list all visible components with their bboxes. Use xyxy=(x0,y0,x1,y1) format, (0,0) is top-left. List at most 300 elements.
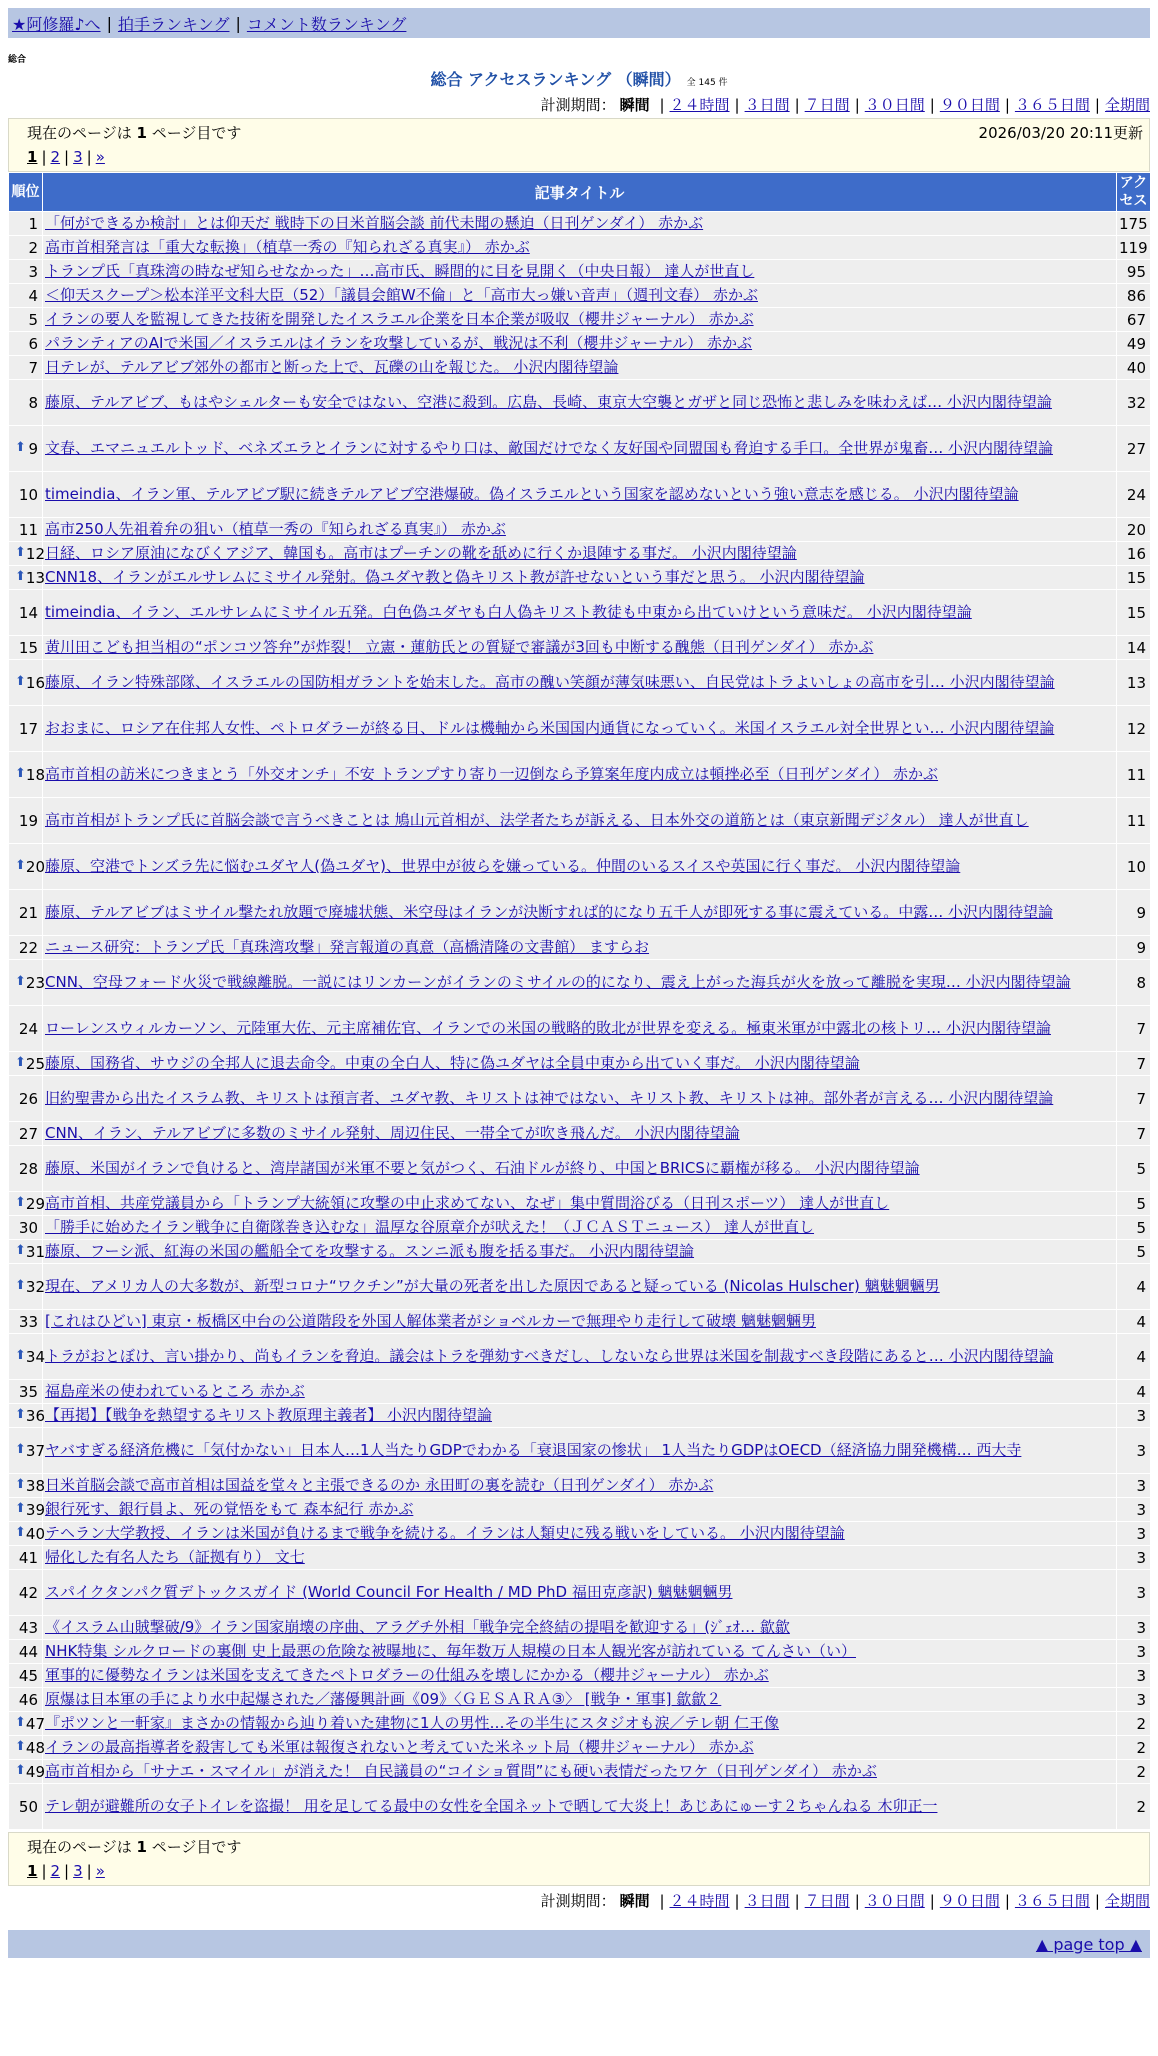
rank-cell xyxy=(9,1428,43,1474)
article-link[interactable]: 日テレが、テルアビブ郊外の都市と断った上で、瓦礫の山を報じた。 小沢内閣待望論 xyxy=(45,358,619,376)
access-count: 3 xyxy=(1117,1498,1151,1522)
total-count: 全 145 件 xyxy=(686,78,728,88)
rank-number: 34 xyxy=(25,1347,45,1366)
article-link[interactable]: 福島産米の使われているところ 赤かぶ xyxy=(45,1382,305,1400)
rank-number: 16 xyxy=(25,673,45,692)
rank-cell xyxy=(9,752,43,798)
rank-cell xyxy=(9,472,43,518)
access-count: 3 xyxy=(1117,1546,1151,1570)
rank-number: 39 xyxy=(25,1500,45,1519)
article-link[interactable]: 「勝手に始めたイラン戦争に自衛隊巻き込むな」温厚な谷原章介が吠えた！（ＪＣＡＳＴニュース） 達人が世直し xyxy=(45,1218,815,1236)
period-link[interactable]: ９０日間 xyxy=(939,96,1000,114)
rank-number: 45 xyxy=(18,1666,38,1685)
rank-cell xyxy=(9,212,43,236)
table-row xyxy=(9,1006,1151,1052)
period-link[interactable]: ３０日間 xyxy=(864,1892,925,1910)
rank-up-icon: ⬆ xyxy=(15,973,26,989)
pager-separator: | xyxy=(64,1862,70,1880)
rank-number: 50 xyxy=(18,1797,38,1816)
rank-cell xyxy=(9,1192,43,1216)
rank-cell xyxy=(9,1522,43,1546)
rank-cell xyxy=(9,636,43,660)
title-cell xyxy=(43,1664,1117,1688)
article-link[interactable]: ニュース研究：トランプ氏「真珠湾攻撃」発言報道の真意（高橋清隆の文書館） ますらお xyxy=(45,938,650,956)
pager-current: 1 xyxy=(27,1862,38,1880)
article-link[interactable]: 高市首相の訪米につきまとう「外交オンチ」不安 トランプすり寄り一辺倒なら予算案年度内成立は頓挫必至（日刊ゲンダイ） 赤かぶ xyxy=(45,765,939,783)
access-count: 7 xyxy=(1117,1122,1151,1146)
title-cell xyxy=(43,518,1117,542)
rank-cell xyxy=(9,590,43,636)
access-count: 3 xyxy=(1117,1664,1151,1688)
title-cell xyxy=(43,1522,1117,1546)
rank-number: 33 xyxy=(18,1312,38,1331)
table-row xyxy=(9,590,1151,636)
period-separator: | xyxy=(659,96,665,114)
period-separator: | xyxy=(854,1892,860,1910)
rank-cell xyxy=(9,236,43,260)
title-cell xyxy=(43,332,1117,356)
table-row xyxy=(9,356,1151,380)
article-link[interactable]: ヤバすぎる経済危機に「気付かない」日本人…1人当たりGDPでわかる「衰退国家の惨状」 1人当たりGDPはOECD（経済協力開発機構… 西大寺 xyxy=(45,1441,1022,1459)
article-link[interactable]: 藤原、イラン特殊部隊、イスラエルの国防相ガラントを始末した。高市の醜い笑顔が薄気味悪い、自民党はトラよいしょの高市を引… 小沢内閣待望論 xyxy=(45,673,1055,691)
access-count: 3 xyxy=(1117,1640,1151,1664)
rank-cell xyxy=(9,1688,43,1712)
period-links xyxy=(654,96,1150,114)
article-link[interactable]: 銀行死す、銀行員よ、死の覚悟をもて 森本紀行 赤かぶ xyxy=(45,1500,414,1518)
table-row xyxy=(9,1146,1151,1192)
article-link[interactable]: 藤原、空港でトンズラ先に悩むユダヤ人(偽ユダヤ)、世界中が彼らを嫌っている。仲間のいるスイスや英国に行く事だ。 小沢内閣待望論 xyxy=(45,857,961,875)
table-row xyxy=(9,542,1151,566)
access-count: 40 xyxy=(1117,356,1151,380)
access-count: 2 xyxy=(1117,1760,1151,1784)
rank-up-icon: ⬆ xyxy=(15,1194,26,1210)
article-link[interactable]: 高市首相がトランプ氏に首脳会談で言うべきことは 鳩山元首相が、法学者たちが訴える、日本外交の道筋とは（東京新聞デジタル） 達人が世直し xyxy=(45,811,1029,829)
rank-cell xyxy=(9,1216,43,1240)
access-count: 3 xyxy=(1117,1522,1151,1546)
pager-link[interactable]: » xyxy=(95,1862,105,1880)
pager-link[interactable]: 3 xyxy=(73,148,83,166)
table-row xyxy=(9,1546,1151,1570)
article-link[interactable]: ＜仰天スクープ＞松本洋平文科大臣（52）「議員会館W不倫」と「高市大っ嫌い音声」（週刊文春） 赤かぶ xyxy=(45,286,758,304)
table-row xyxy=(9,1052,1151,1076)
period-link[interactable]: ３日間 xyxy=(744,1892,790,1910)
table-row xyxy=(9,752,1151,798)
rank-cell xyxy=(9,1784,43,1830)
rank-cell xyxy=(9,542,43,566)
title-cell xyxy=(43,260,1117,284)
rank-number: 42 xyxy=(18,1583,38,1602)
pager-link[interactable]: 2 xyxy=(50,148,61,166)
access-count: 10 xyxy=(1117,844,1151,890)
pager-separator: | xyxy=(41,148,47,166)
table-row xyxy=(9,1334,1151,1380)
title-cell xyxy=(43,1122,1117,1146)
rank-number: 21 xyxy=(18,903,38,922)
pager-separator: | xyxy=(86,1862,92,1880)
rank-number: 19 xyxy=(18,811,38,830)
rank-number: 37 xyxy=(25,1441,45,1460)
title-cell xyxy=(43,890,1117,936)
table-row xyxy=(9,798,1151,844)
rank-cell xyxy=(9,308,43,332)
period-link[interactable]: ３６５日間 xyxy=(1014,96,1090,114)
rank-cell xyxy=(9,518,43,542)
rank-number: 18 xyxy=(25,765,45,784)
title-cell xyxy=(43,1784,1117,1830)
rank-number: 32 xyxy=(25,1277,45,1296)
table-row xyxy=(9,1616,1151,1640)
article-link[interactable]: 高市首相、共産党議員から「トランプ大統領に攻撃の中止求めてない、なぜ」集中質問浴びる（日刊スポーツ） 達人が世直し xyxy=(45,1194,890,1212)
rank-cell xyxy=(9,1404,43,1428)
period-separator: | xyxy=(734,96,740,114)
period-label: 計測期間： xyxy=(540,1892,616,1910)
rank-up-icon: ⬆ xyxy=(15,1524,26,1540)
article-link[interactable]: CNN18、イランがエルサレムにミサイル発射。偽ユダヤ教と偽キリスト教が許せないという事だと思う。 小沢内閣待望論 xyxy=(45,568,865,586)
rank-up-icon: ⬆ xyxy=(15,1406,26,1422)
table-row xyxy=(9,660,1151,706)
title-cell xyxy=(43,1216,1117,1240)
rank-number: 20 xyxy=(25,857,45,876)
title-cell xyxy=(43,1428,1117,1474)
rank-number: 17 xyxy=(18,719,38,738)
page-title-line xyxy=(0,67,1158,90)
period-link[interactable]: ３６５日間 xyxy=(1014,1892,1090,1910)
period-separator: | xyxy=(734,1892,740,1910)
period-current: 瞬間 xyxy=(619,96,650,114)
article-link[interactable]: テヘラン大学教授、イランは米国が負けるまで戦争を続ける。イランは人類史に残る戦いをしている。 小沢内閣待望論 xyxy=(45,1524,845,1542)
title-cell xyxy=(43,426,1117,472)
period-link[interactable]: ３０日間 xyxy=(864,96,925,114)
access-count: 3 xyxy=(1117,1404,1151,1428)
title-cell xyxy=(43,472,1117,518)
access-count: 175 xyxy=(1117,212,1151,236)
access-count: 16 xyxy=(1117,542,1151,566)
rank-number: 3 xyxy=(28,262,38,281)
access-count: 2 xyxy=(1117,1712,1151,1736)
access-count: 11 xyxy=(1117,752,1151,798)
period-link[interactable]: ７日間 xyxy=(804,1892,850,1910)
article-link[interactable]: [これはひどい] 東京・板橋区中台の公道階段を外国人解体業者がショベルカーで無理やり走行して破壊 魑魅魍魎男 xyxy=(45,1312,816,1330)
rank-up-icon: ⬆ xyxy=(15,1277,26,1293)
article-link[interactable]: テレ朝が避難所の女子トイレを盗撮！ 用を足してる最中の女性を全国ネットで晒して大炎上！あじあにゅーす２ちゃんねる 木卯正一 xyxy=(45,1797,938,1815)
title-cell xyxy=(43,752,1117,798)
rank-number: 35 xyxy=(18,1382,38,1401)
title-cell xyxy=(43,1006,1117,1052)
table-row xyxy=(9,1076,1151,1122)
article-link[interactable]: 藤原、テルアビブはミサイル撃たれ放題で廃墟状態、米空母はイランが決断すれば的になり五千人が即死する事に震えている。中露… 小沢内閣待望論 xyxy=(45,903,1053,921)
title-cell xyxy=(43,1240,1117,1264)
table-row xyxy=(9,1192,1151,1216)
period-link[interactable]: ２４時間 xyxy=(669,96,730,114)
rank-cell xyxy=(9,566,43,590)
rank-number: 29 xyxy=(25,1194,45,1213)
page-info-box-bottom xyxy=(8,1832,1150,1886)
rank-cell xyxy=(9,1052,43,1076)
access-count: 49 xyxy=(1117,332,1151,356)
rank-cell xyxy=(9,380,43,426)
article-link[interactable]: 日米首脳会談で高市首相は国益を堂々と主張できるのか 永田町の裏を読む（日刊ゲンダイ） 赤かぶ xyxy=(45,1476,714,1494)
rank-cell xyxy=(9,706,43,752)
article-link[interactable]: トランプ氏「真珠湾の時なぜ知らせなかった」…高市氏、瞬間的に目を見開く（中央日報） 達人が世直し xyxy=(45,262,755,280)
rank-cell xyxy=(9,844,43,890)
period-link[interactable]: ９０日間 xyxy=(939,1892,1000,1910)
pager-separator: | xyxy=(64,148,70,166)
rank-cell xyxy=(9,1664,43,1688)
period-link[interactable]: ３日間 xyxy=(744,96,790,114)
ranking-table xyxy=(8,172,1151,1830)
article-link[interactable]: 藤原、フーシ派、紅海の米国の艦船全てを攻撃する。スンニ派も腹を括る事だ。 小沢内閣待望論 xyxy=(45,1242,695,1260)
access-count: 8 xyxy=(1117,960,1151,1006)
table-row xyxy=(9,1522,1151,1546)
nav-separator: | xyxy=(106,13,112,33)
table-row xyxy=(9,1264,1151,1310)
title-cell xyxy=(43,356,1117,380)
rank-cell xyxy=(9,1380,43,1404)
article-link[interactable]: 原爆は日本軍の手により水中起爆された／藩優興計画《09》〈ＧＥＳＡＲＡ③〉 [戦争・軍事] 歙歙２ xyxy=(45,1690,722,1708)
article-link[interactable]: イランの要人を監視してきた技術を開発したイスラエル企業を日本企業が吸収（櫻井ジャーナル） 赤かぶ xyxy=(45,310,754,328)
pager-separator: | xyxy=(86,148,92,166)
rank-number: 43 xyxy=(18,1618,38,1637)
table-row xyxy=(9,236,1151,260)
title-cell xyxy=(43,1688,1117,1712)
rank-up-icon: ⬆ xyxy=(15,1738,26,1754)
access-count: 95 xyxy=(1117,260,1151,284)
table-row xyxy=(9,308,1151,332)
access-count: 9 xyxy=(1117,936,1151,960)
rank-up-icon: ⬆ xyxy=(15,857,26,873)
rank-cell xyxy=(9,1310,43,1334)
article-link[interactable]: トラがおとぼけ、言い掛かり、尚もイランを脅迫。議会はトラを弾劾すべきだし、しないなら世界は米国を制裁すべき段階にあると… 小沢内閣待望論 xyxy=(45,1347,1054,1365)
article-link[interactable]: 『ポツンと一軒家』まさかの情報から辿り着いた建物に1人の男性…その半生にスタジオも涙／テレ朝 仁王像 xyxy=(45,1714,780,1732)
title-cell xyxy=(43,936,1117,960)
title-cell xyxy=(43,798,1117,844)
rank-number: 31 xyxy=(25,1242,45,1261)
article-link[interactable]: 高市250人先祖着弁の狙い（植草一秀の『知られざる真実』） 赤かぶ xyxy=(45,520,506,538)
article-link[interactable]: 藤原、テルアビブ、もはやシェルターも安全ではない、空港に殺到。広島、長崎、東京大空襲とガザと同じ恐怖と悲しみを味わえば… 小沢内閣待望論 xyxy=(45,393,1052,411)
rank-cell xyxy=(9,1546,43,1570)
rank-cell xyxy=(9,936,43,960)
access-header: アクセス xyxy=(1117,173,1151,212)
rank-number: 4 xyxy=(28,286,38,305)
table-row xyxy=(9,260,1151,284)
top-nav-bar xyxy=(8,8,1150,38)
period-separator: | xyxy=(1004,1892,1010,1910)
rank-number: 48 xyxy=(25,1738,45,1757)
article-link[interactable]: 高市首相から「サナエ・スマイル」が消えた！ 自民議員の“コイショ質問”にも硬い表情だったワケ（日刊ゲンダイ） 赤かぶ xyxy=(45,1762,877,1780)
rank-cell xyxy=(9,1640,43,1664)
access-count: 4 xyxy=(1117,1264,1151,1310)
article-link[interactable]: NHK特集 シルクロードの裏側 史上最悪の危険な被曝地に、毎年数万人規模の日本人観光客が訪れている てんさい（い） xyxy=(45,1642,856,1660)
table-row xyxy=(9,566,1151,590)
access-count: 15 xyxy=(1117,590,1151,636)
access-count: 4 xyxy=(1117,1380,1151,1404)
rank-up-icon: ⬆ xyxy=(15,1054,26,1070)
title-cell xyxy=(43,1076,1117,1122)
article-link[interactable]: 高市首相発言は「重大な転換」（植草一秀の『知られざる真実』） 赤かぶ xyxy=(45,238,530,256)
title-cell xyxy=(43,1616,1117,1640)
access-count: 86 xyxy=(1117,284,1151,308)
rank-number: 14 xyxy=(18,603,38,622)
title-cell xyxy=(43,212,1117,236)
table-row xyxy=(9,960,1151,1006)
table-row xyxy=(9,1122,1151,1146)
title-cell xyxy=(43,236,1117,260)
rank-header: 順位 xyxy=(9,173,43,212)
article-link[interactable]: timeindia、イラン、エルサレムにミサイル五発。白色偽ユダヤも白人偽キリスト教徒も中東から出ていけという意味だ。 小沢内閣待望論 xyxy=(45,603,972,621)
access-count: 119 xyxy=(1117,236,1151,260)
article-link[interactable]: 日経、ロシア原油になびくアジア、韓国も。高市はプーチンの靴を舐めに行くか退陣する事だ。 小沢内閣待望論 xyxy=(45,544,797,562)
article-link[interactable]: おおまに、ロシア在住邦人女性、ペトロダラーが終る日、ドルは機軸から米国国内通貨になっていく。米国イスラエル対全世界とい… 小沢内閣待望論 xyxy=(45,719,1055,737)
title-header: 記事タイトル xyxy=(43,173,1117,212)
access-count: 2 xyxy=(1117,1784,1151,1830)
table-row xyxy=(9,212,1151,236)
pager-link[interactable]: 2 xyxy=(50,1862,61,1880)
article-link[interactable]: 「何ができるか検討」とは仰天だ 戦時下の日米首脳会談 前代未聞の懸迫（日刊ゲンダイ） 赤かぶ xyxy=(45,214,704,232)
article-link[interactable]: 文春、エマニュエルトッド、ベネズエラとイランに対するやり口は、敵国だけでなく友好国や同盟国も脅迫する手口。全世界が鬼畜… 小沢内閣待望論 xyxy=(45,439,1053,457)
rank-cell xyxy=(9,1616,43,1640)
access-count: 7 xyxy=(1117,1076,1151,1122)
pager xyxy=(9,1859,1149,1883)
title-cell xyxy=(43,308,1117,332)
rank-number: 25 xyxy=(25,1054,45,1073)
period-link[interactable]: 全期間 xyxy=(1104,1892,1150,1910)
title-cell xyxy=(43,380,1117,426)
access-count: 67 xyxy=(1117,308,1151,332)
article-link[interactable]: 現在、アメリカ人の大多数が、新型コロナ“ワクチン”が大量の死者を出した原因であると疑っている (Nicolas Hulscher) 魑魅魍魎男 xyxy=(45,1277,940,1295)
rank-up-icon: ⬆ xyxy=(15,673,26,689)
table-row xyxy=(9,890,1151,936)
rank-cell xyxy=(9,798,43,844)
title-cell xyxy=(43,706,1117,752)
pager xyxy=(9,145,1149,169)
page-title: 総合 アクセスランキング （瞬間） xyxy=(430,70,681,89)
title-cell xyxy=(43,1736,1117,1760)
rank-number: 22 xyxy=(18,938,38,957)
access-count: 5 xyxy=(1117,1146,1151,1192)
rank-number: 15 xyxy=(18,638,38,657)
rank-cell xyxy=(9,1570,43,1616)
table-row xyxy=(9,1404,1151,1428)
home-link[interactable]: ★阿修羅♪へ xyxy=(12,14,101,34)
access-count: 5 xyxy=(1117,1216,1151,1240)
nav-separator: | xyxy=(235,13,241,33)
table-row xyxy=(9,1240,1151,1264)
rank-up-icon: ⬆ xyxy=(15,765,26,781)
article-link[interactable]: 軍事的に優勢なイランは米国を支えてきたペトロダラーの仕組みを壊しにかかる（櫻井ジャーナル） 赤かぶ xyxy=(45,1666,769,1684)
title-cell xyxy=(43,1264,1117,1310)
table-row xyxy=(9,636,1151,660)
table-row xyxy=(9,706,1151,752)
title-cell xyxy=(43,1404,1117,1428)
access-count: 24 xyxy=(1117,472,1151,518)
title-cell xyxy=(43,1640,1117,1664)
table-row xyxy=(9,1736,1151,1760)
rank-number: 38 xyxy=(25,1476,45,1495)
article-link[interactable]: 黄川田こども担当相の“ポンコツ答弁”が炸裂！ 立憲・蓮舫氏との質疑で審議が3回も中断する醜態（日刊ゲンダイ） 赤かぶ xyxy=(45,638,874,656)
article-link[interactable]: 帰化した有名人たち（証拠有り） 文七 xyxy=(45,1548,305,1566)
table-row xyxy=(9,472,1151,518)
clap-ranking-link[interactable]: 拍手ランキング xyxy=(117,14,230,34)
pager-current: 1 xyxy=(27,148,38,166)
rank-cell xyxy=(9,1146,43,1192)
period-separator: | xyxy=(929,96,935,114)
rank-up-icon: ⬆ xyxy=(15,1441,26,1457)
table-row xyxy=(9,1712,1151,1736)
access-count: 7 xyxy=(1117,1006,1151,1052)
rank-cell xyxy=(9,1006,43,1052)
comment-ranking-link[interactable]: コメント数ランキング xyxy=(246,14,407,34)
rank-number: 46 xyxy=(18,1690,38,1709)
table-row xyxy=(9,1428,1151,1474)
rank-cell xyxy=(9,1122,43,1146)
rank-number: 1 xyxy=(28,214,38,233)
article-link[interactable]: 【再掲】【戦争を熱望するキリスト教原理主義者】 小沢内閣待望論 xyxy=(45,1406,492,1424)
table-row xyxy=(9,1640,1151,1664)
article-link[interactable]: イランの最高指導者を殺害しても米軍は報復されないと考えていた米ネット局（櫻井ジャーナル） 赤かぶ xyxy=(45,1738,754,1756)
period-separator: | xyxy=(929,1892,935,1910)
article-link[interactable]: timeindia、イラン軍、テルアビブ駅に続きテルアビブ空港爆破。偽イスラエルという国家を認めないという強い意志を感じる。 小沢内閣待望論 xyxy=(45,485,1019,503)
page-info-box-top xyxy=(8,118,1150,172)
table-row xyxy=(9,1570,1151,1616)
access-count: 11 xyxy=(1117,798,1151,844)
rank-number: 28 xyxy=(18,1159,38,1178)
title-cell xyxy=(43,660,1117,706)
article-link[interactable]: 藤原、米国がイランで負けると、湾岸諸国が米軍不要と気がつく、石油ドルが終り、中国とBRICSに覇権が移る。 小沢内閣待望論 xyxy=(45,1159,920,1177)
article-link[interactable]: CNN、空母フォード火災で戦線離脱。一説にはリンカーンがイランのミサイルの的になり、震え上がった海兵が火を放って離脱を実現… 小沢内閣待望論 xyxy=(45,973,1071,991)
rank-cell xyxy=(9,1760,43,1784)
rank-up-icon: ⬆ xyxy=(15,1347,26,1363)
article-link[interactable]: 藤原、国務省、サウジの全邦人に退去命令。中東の全白人、特に偽ユダヤは全員中東から出ていく事だ。 小沢内閣待望論 xyxy=(45,1054,860,1072)
period-separator: | xyxy=(1094,1892,1100,1910)
access-count: 4 xyxy=(1117,1334,1151,1380)
rank-cell xyxy=(9,1264,43,1310)
access-count: 3 xyxy=(1117,1616,1151,1640)
title-cell xyxy=(43,1712,1117,1736)
rank-cell xyxy=(9,1240,43,1264)
rank-number: 27 xyxy=(18,1124,38,1143)
rank-up-icon: ⬆ xyxy=(15,568,26,584)
rank-number: 44 xyxy=(18,1642,38,1661)
period-link[interactable]: 全期間 xyxy=(1104,96,1150,114)
article-link[interactable]: パランティアのAIで米国／イスラエルはイランを攻撃しているが、戦況は不利（櫻井ジャーナル） 赤かぶ xyxy=(45,334,753,352)
article-link[interactable]: ローレンスウィルカーソン、元陸軍大佐、元主席補佐官、イランでの米国の戦略的敗北が世界を変える。極東米軍が中露北の核トリ… 小沢内閣待望論 xyxy=(45,1019,1051,1037)
article-link[interactable]: CNN、イラン、テルアビブに多数のミサイル発射、周辺住民、一帯全てが吹き飛んだ。 小沢内閣待望論 xyxy=(45,1124,740,1142)
page-top-link[interactable]: ▲ page top ▲ xyxy=(1035,1934,1142,1954)
pager-link[interactable]: 3 xyxy=(73,1862,83,1880)
period-link[interactable]: ２４時間 xyxy=(669,1892,730,1910)
access-count: 2 xyxy=(1117,1736,1151,1760)
rank-cell xyxy=(9,1334,43,1380)
period-link[interactable]: ７日間 xyxy=(804,96,850,114)
rank-cell xyxy=(9,332,43,356)
rank-cell xyxy=(9,1712,43,1736)
title-cell xyxy=(43,566,1117,590)
title-cell xyxy=(43,1474,1117,1498)
title-cell xyxy=(43,844,1117,890)
access-count: 13 xyxy=(1117,660,1151,706)
pager-link[interactable]: » xyxy=(95,148,105,166)
article-link[interactable]: スパイクタンパク質デトックスガイド (World Council For Health / MD PhD 福田克彦訳) 魑魅魍魎男 xyxy=(45,1583,733,1601)
rank-number: 23 xyxy=(25,973,45,992)
rank-number: 11 xyxy=(18,520,38,539)
rank-number: 36 xyxy=(25,1406,45,1425)
rank-up-icon: ⬆ xyxy=(15,1242,26,1258)
rank-up-icon: ⬆ xyxy=(15,1714,26,1730)
article-link[interactable]: 《イスラム山賊撃破/9》イラン国家崩壊の序曲、アラグチ外相「戦争完全終結の提唱を歓迎する」(ｼﾞｪｵ… 歙歙 xyxy=(45,1618,790,1636)
rank-number: 12 xyxy=(25,544,45,563)
article-link[interactable]: 旧約聖書から出たイスラム教、キリストは預言者、ユダヤ教、キリストは神ではない、キリスト教、キリストは神。部外者が言える… 小沢内閣待望論 xyxy=(45,1089,1054,1107)
access-count: 3 xyxy=(1117,1428,1151,1474)
